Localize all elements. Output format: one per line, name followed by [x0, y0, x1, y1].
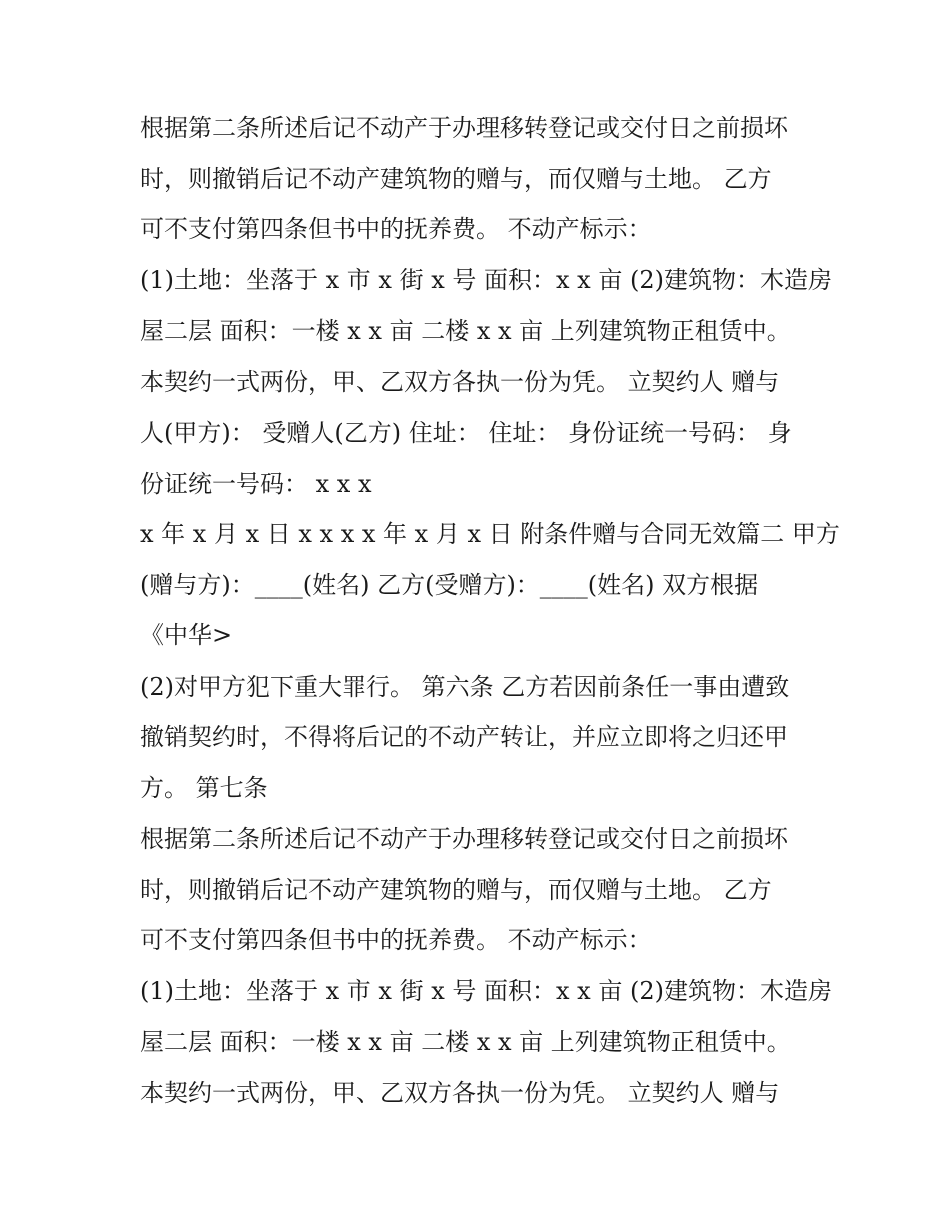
text-line: 《中华> — [140, 621, 233, 649]
text-line: 时，则撤销后记不动产建筑物的赠与，而仅赠与土地。 乙方 — [140, 876, 772, 904]
text-line: 人(甲方)： 受赠人(乙方) 住址： 住址： 身份证统一号码： 身 — [140, 419, 792, 447]
text-line: (1)土地：坐落于 x 市 x 街 x 号 面积：x x 亩 (2)建筑物：木造房 — [140, 977, 832, 1005]
text-line: x 年 x 月 x 日 x x x x 年 x 月 x 日 附条件赠与合同无效篇二 甲方 — [140, 520, 840, 548]
text-line: (赠与方)：____(姓名) 乙方(受赠方)：____(姓名) 双方根据 — [140, 571, 759, 599]
text-line: 本契约一式两份，甲、乙双方各执一份为凭。 立契约人 赠与 — [140, 368, 780, 396]
text-line: 根据第二条所述后记不动产于办理移转登记或交付日之前损坏 — [140, 825, 788, 853]
text-line: 屋二层 面积：一楼 x x 亩 二楼 x x 亩 上列建筑物正租赁中。 — [140, 1028, 791, 1056]
text-line: 时，则撤销后记不动产建筑物的赠与，而仅赠与土地。 乙方 — [140, 165, 772, 193]
text-line: 本契约一式两份，甲、乙双方各执一份为凭。 立契约人 赠与 — [140, 1079, 780, 1107]
text-line: 份证统一号码： x x x — [140, 470, 372, 498]
text-line: 方。 第七条 — [140, 774, 268, 802]
text-line: 撤销契约时，不得将后记的不动产转让，并应立即将之归还甲 — [140, 723, 788, 751]
text-line: 根据第二条所述后记不动产于办理移转登记或交付日之前损坏 — [140, 114, 788, 142]
text-line: (2)对甲方犯下重大罪行。 第六条 乙方若因前条任一事由遭致 — [140, 673, 790, 701]
text-line: 屋二层 面积：一楼 x x 亩 二楼 x x 亩 上列建筑物正租赁中。 — [140, 317, 791, 345]
text-line: 可不支付第四条但书中的抚养费。 不动产标示： — [140, 926, 652, 954]
text-line: (1)土地：坐落于 x 市 x 街 x 号 面积：x x 亩 (2)建筑物：木造房 — [140, 266, 832, 294]
text-line: 可不支付第四条但书中的抚养费。 不动产标示： — [140, 215, 652, 243]
